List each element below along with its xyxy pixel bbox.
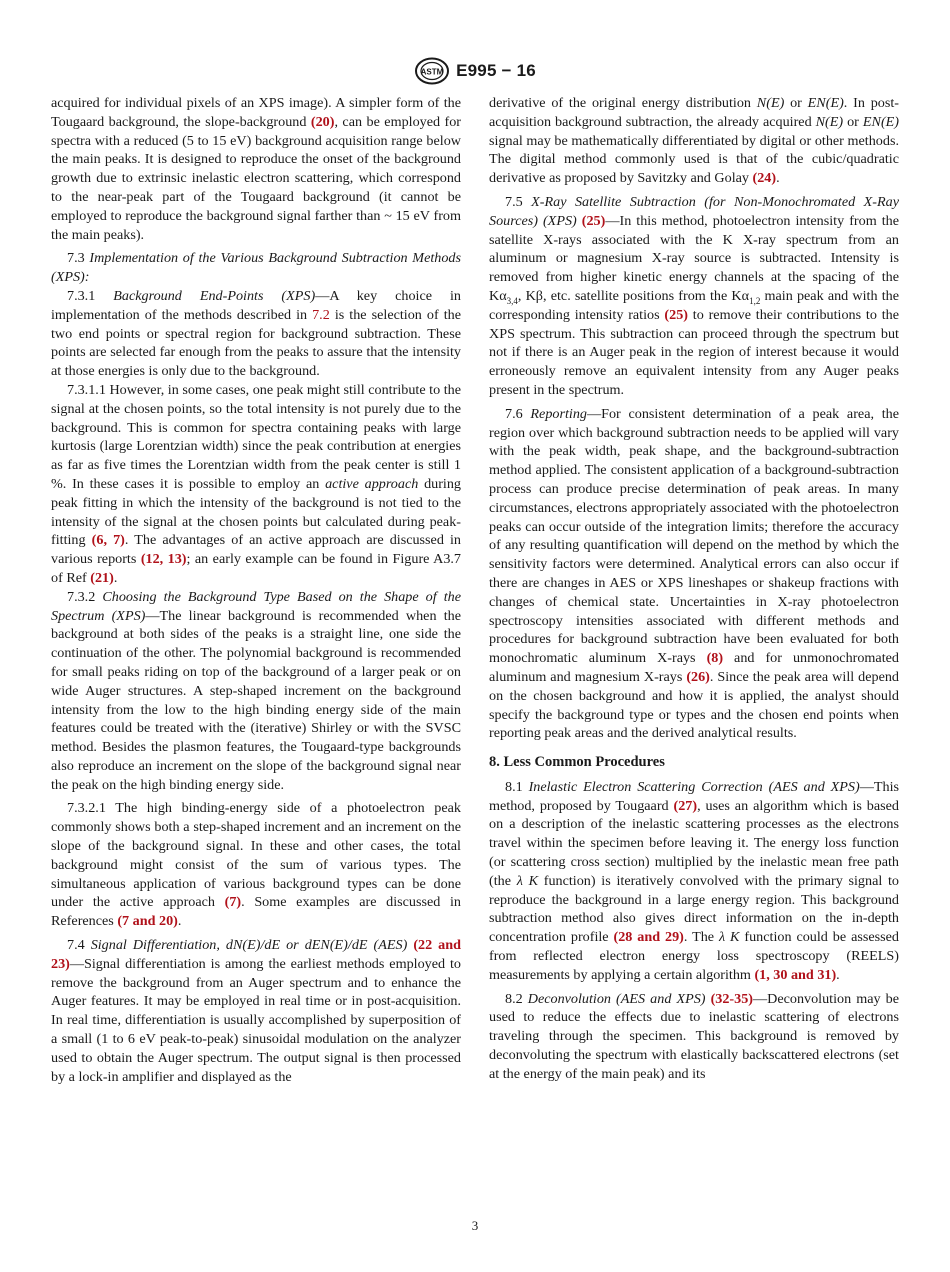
section-7-5: 7.5 X-Ray Satellite Subtraction (for Non-Monochromated X-Ray Sources) (XPS) (25)—In this method, photoelectron intensity from the satellite X-rays associated with the K X-ray spectrum from an aluminum or magnesium X-ray source is subtracted. Intensity is removed from higher kinetic energy channels at the spacing of the $K\alpha_{3,4}$, Kβ, etc. satellite positions from the $K\alpha_{1,2}$ main peak and with the corresponding intensity ratios (25) to remove their contributions to the XPS spectrum. This subtraction can proceed through the spectrum but not if there is an Auger peak in the region of interest because it would erroneously remove an equivalent intensity from any Auger peaks present in the spectrum.: [489, 193, 900, 398]
reference-link[interactable]: (12, 13): [140, 551, 187, 568]
left-column: [51, 94, 461, 1086]
reference-link[interactable]: (24): [752, 170, 777, 187]
section-7-4: 7.4 Signal Differentiation, dN(E)/dE or dEN(E)/dE (AES) (22 and 23)—Signal differentiation is among the earliest methods employed to remove the background from an Auger spectrum and to enhance the Auger features. It may be employed in real time or in post-acquisition. In real time, differentiation is usually accomplished by superposition of a small (1 to 6 eV peak-to-peak) sinusoidal modulation on the analyzer used to obtain the Auger spectrum. The output signal is then processed by a lock-in amplifier and displayed as the: [51, 937, 461, 1085]
reference-link[interactable]: (1, 30 and 31): [754, 966, 837, 983]
section-7-3-2: 7.3.2 Choosing the Background Type Based on the Shape of the Spectrum (XPS)—The linear background is recommended when the background at both sides of the peaks is a straight line, one side the continuation of the other. The polynomial background is recommended for small peaks riding on top of the background of a larger peak or on wide Auger structures. A step-shaped increment on the background intensity from the low to the high binding energy side of the main features could be treated with the (iterative) Shirley or with the SVSC method. Besides the plasmon features, the Tougaard-type backgrounds also reproduce an increment on the slope of the background signal near the peak on the high binding energy side.: [51, 588, 461, 793]
astm-logo-icon: [414, 57, 450, 85]
reference-link[interactable]: (7 and 20): [117, 913, 178, 930]
reference-link[interactable]: (22 and 23): [51, 937, 461, 972]
reference-link[interactable]: (8): [706, 650, 724, 667]
document-id: E995 − 16: [456, 61, 536, 80]
reference-link[interactable]: (26): [686, 668, 710, 685]
reference-link[interactable]: (28 and 29): [613, 929, 684, 946]
paragraph-derivative: derivative of the original energy distribution N(E) or EN(E). In post-acquisition background subtraction, the already acquired N(E) or EN(E) signal may be mathematically differentiated by digital or other methods. The digital method commonly used is that of the cubic/quadratic derivative as proposed by Savitzky and Golay (24).: [489, 95, 899, 187]
section-8-2: 8.2 Deconvolution (AES and XPS) (32-35)—Deconvolution may be used to reduce the effects due to inelastic scattering of electrons traveling through the specimen. This background is removed by deconvoluting the spectrum with elastically backscattered electrons (set at the energy of the main peak) and its: [489, 990, 899, 1082]
section-link-7-2[interactable]: 7.2: [312, 306, 330, 323]
section-7-3-1: 7.3.1 Background End-Points (XPS)—A key choice in implementation of the methods described in 7.2 is the selection of the two end points or spectral region for background subtraction. These points are selected far enough from the peaks to assure that the intensity at those energies is only due to the background.: [51, 287, 461, 380]
section-8-1: 8.1 Inelastic Electron Scattering Correction (AES and XPS)—This method, proposed by Tougaard (27), uses an algorithm which is based on a description of the inelastic scattering processes as the electrons travel within the specimen before leaving it. The energy loss function (or scattering cross section) multiplied by the inelastic mean free path (the λ K function) is iteratively convolved with the primary signal to reproduce the background in a large energy region. This background subtraction method also gives direct information on the in-depth concentration profile (28 and 29). The λ K function could be assessed from reflected electron energy loss spectroscopy (REELS) measurements by applying a certain algorithm (1, 30 and 31).: [489, 778, 900, 983]
page-header: [0, 56, 950, 86]
reference-link[interactable]: (21): [90, 569, 114, 586]
section-7-6: 7.6 Reporting—For consistent determination of a peak area, the region over which background subtraction needs to be applied will vary with the peak width, peak shape, and the background-subtraction method applied. The consistent application of a background-subtraction process can produce precise determination of peak areas. In many circumstances, electrons appropriately associated with the photoelectron peaks can occur outside of the integration limits; therefore the accuracy of any resulting quantification will depend on the method by which the sensitivity factors were determined. Analytical errors can also occur if there are changes in AES or XPS lineshapes or shakeup fractions with changes of chemical state. Uncertainties in X-ray photoelectron spectroscopy intensities associated with different methods and procedures for background subtraction have been evaluated for both monochromatic aluminum X-rays (8) and for unmonochromated aluminum and magnesium X-rays (26). Since the peak area will depend on the chosen background and how it is applied, the analyst should specify the background type or types and the chosen end points when reporting peak areas and the derived analytical results.: [489, 405, 899, 742]
reference-link[interactable]: (20): [310, 113, 335, 130]
reference-link[interactable]: (7): [224, 894, 242, 911]
section-7-3-heading: 7.3 Implementation of the Various Background Subtraction Methods (XPS):: [51, 250, 461, 286]
svg-text:ASTM: ASTM: [420, 67, 444, 77]
section-7-3-1-1: 7.3.1.1 However, in some cases, one peak might still contribute to the signal at the chosen points, so the total intensity is not purely due to the background. This is common for spectra containing peaks with large kurtosis (large Lorentzian width) since the peak contribution at energies as far as five times the Lorentzian width from the peak center is still 1 %. In these cases it is possible to employ an active approach during peak fitting in which the intensity of the background is not tied to the intensity of the signal at the chosen points but calculated during peak-fitting (6, 7). The advantages of an active approach are discussed in various reports (12, 13); an early example can be found in Figure A3.7 of Ref (21).: [51, 381, 461, 586]
section-7-3-2-1: 7.3.2.1 The high binding-energy side of a photoelectron peak commonly shows both a step-shaped increment and an increment on the slope of the background signal. In these and other cases, the total background might consist of the sum of various types. The simultaneous application of various background types can be done under the active approach (7). Some examples are discussed in References (7 and 20).: [51, 800, 461, 930]
reference-link[interactable]: (25): [664, 306, 688, 323]
section-8-heading: 8. Less Common Procedures: [489, 754, 665, 771]
reference-link[interactable]: (32-35): [710, 990, 753, 1007]
page-number: 3: [471, 1218, 479, 1233]
reference-link[interactable]: (25): [581, 212, 606, 229]
right-column: [489, 94, 899, 1084]
reference-link[interactable]: (6, 7): [91, 532, 125, 549]
paragraph-slope-background: acquired for individual pixels of an XPS image). A simpler form of the Tougaard background, the slope-background (20), can be employed for spectra with a reduced (5 to 15 eV) background acquisition range below the main peaks. It is designed to reproduce the onset of the background growth due to extrinsic inelastic electron scattering, which correspond to the near-peak part of the Tougaard background (it cannot be employed to reproduce the background signal farther than ~ 15 eV from the main peaks).: [51, 95, 461, 243]
reference-link[interactable]: (27): [673, 797, 698, 814]
